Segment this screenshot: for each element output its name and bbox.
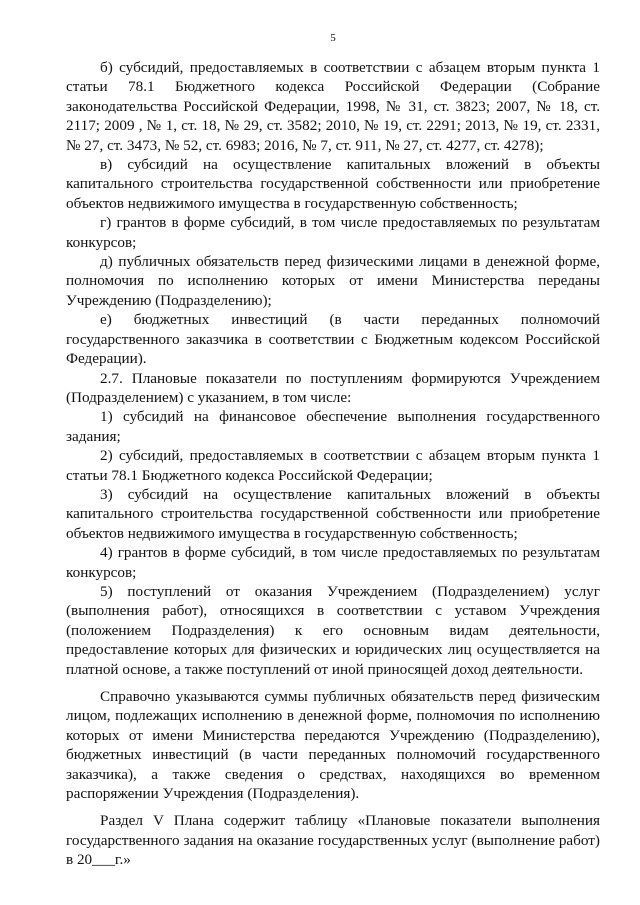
paragraph-section-2-7: 2.7. Плановые показатели по поступлениям формируются Учреждением (Подразделением) с указанием, в том числе: <box>66 369 600 406</box>
paragraph-subsidies-78-1: б) субсидий, предоставляемых в соответствии с абзацем вторым пункта 1 статьи 78.1 Бюджетного кодекса Российской Федерации (Собрание законодательства Российской Федерации, 1998, № 31, ст. 3823; 2007, № 18, ст. 2117; 2009 , № 1, ст. 18, № 29, ст. 3582; 2010, № 19, ст. 2291; 2013, № 19, ст. 2331, № 27, ст. 3473, № 52, ст. 6983; 2016, № 7, ст. 911, № 27, ст. 4277, ст. 4278); <box>66 59 600 154</box>
paragraph-grants: г) грантов в форме субсидий, в том числе предоставляемых по результатам конкурсов; <box>66 214 600 251</box>
paragraph-capital-investments: в) субсидий на осуществление капитальных вложений в объекты капитального строительства государственной собственности или приобретение объектов недвижимого имущества в государственную собственность; <box>66 156 600 212</box>
document-body <box>66 58 600 870</box>
paragraph-reference-note: Справочно указываются суммы публичных обязательств перед физическим лицом, подлежащих исполнению в денежной форме, полномочия по исполнению которых от имени Министерства передаются Учреждению (Подразделению), бюджетных инвестиций (в части переданных полномочий государственного заказчика), а также сведения о средствах, находящихся во временном распоряжении Учреждения (Подразделения). <box>66 688 600 803</box>
page-number: 5 <box>330 32 336 44</box>
paragraph-public-obligations: д) публичных обязательств перед физическими лицами в денежной форме, полномочия по исполнению которых от имени Министерства переданы Учреждению (Подразделению); <box>66 253 600 309</box>
list-item-5: 5) поступлений от оказания Учреждением (Подразделением) услуг (выполнения работ), относящихся в соответствии с уставом Учреждения (положением Подразделения) к его основным видам деятельности, предоставление которых для физических и юридических лиц осуществляется на платной основе, а также поступлений от иной приносящей доход деятельности. <box>66 582 600 678</box>
list-item-4: 4) грантов в форме субсидий, в том числе предоставляемых по результатам конкурсов; <box>66 544 600 581</box>
list-item-1: 1) субсидий на финансовое обеспечение выполнения государственного задания; <box>66 408 600 445</box>
paragraph-section-v: Раздел V Плана содержит таблицу «Плановые показатели выполнения государственного задания на оказание государственных услуг (выполнение работ) в 20___г.» <box>66 812 600 869</box>
list-item-3: 3) субсидий на осуществление капитальных вложений в объекты капитального строительства государственной собственности или приобретение объектов недвижимого имущества в государственную собственность; <box>66 485 600 542</box>
paragraph-budget-investments: е) бюджетных инвестиций (в части переданных полномочий государственного заказчика в соответствии с Бюджетным кодексом Российской Федерации). <box>66 311 600 368</box>
list-item-2: 2) субсидий, предоставляемых в соответствии с абзацем вторым пункта 1 статьи 78.1 Бюджетного кодекса Российской Федерации; <box>66 447 600 484</box>
